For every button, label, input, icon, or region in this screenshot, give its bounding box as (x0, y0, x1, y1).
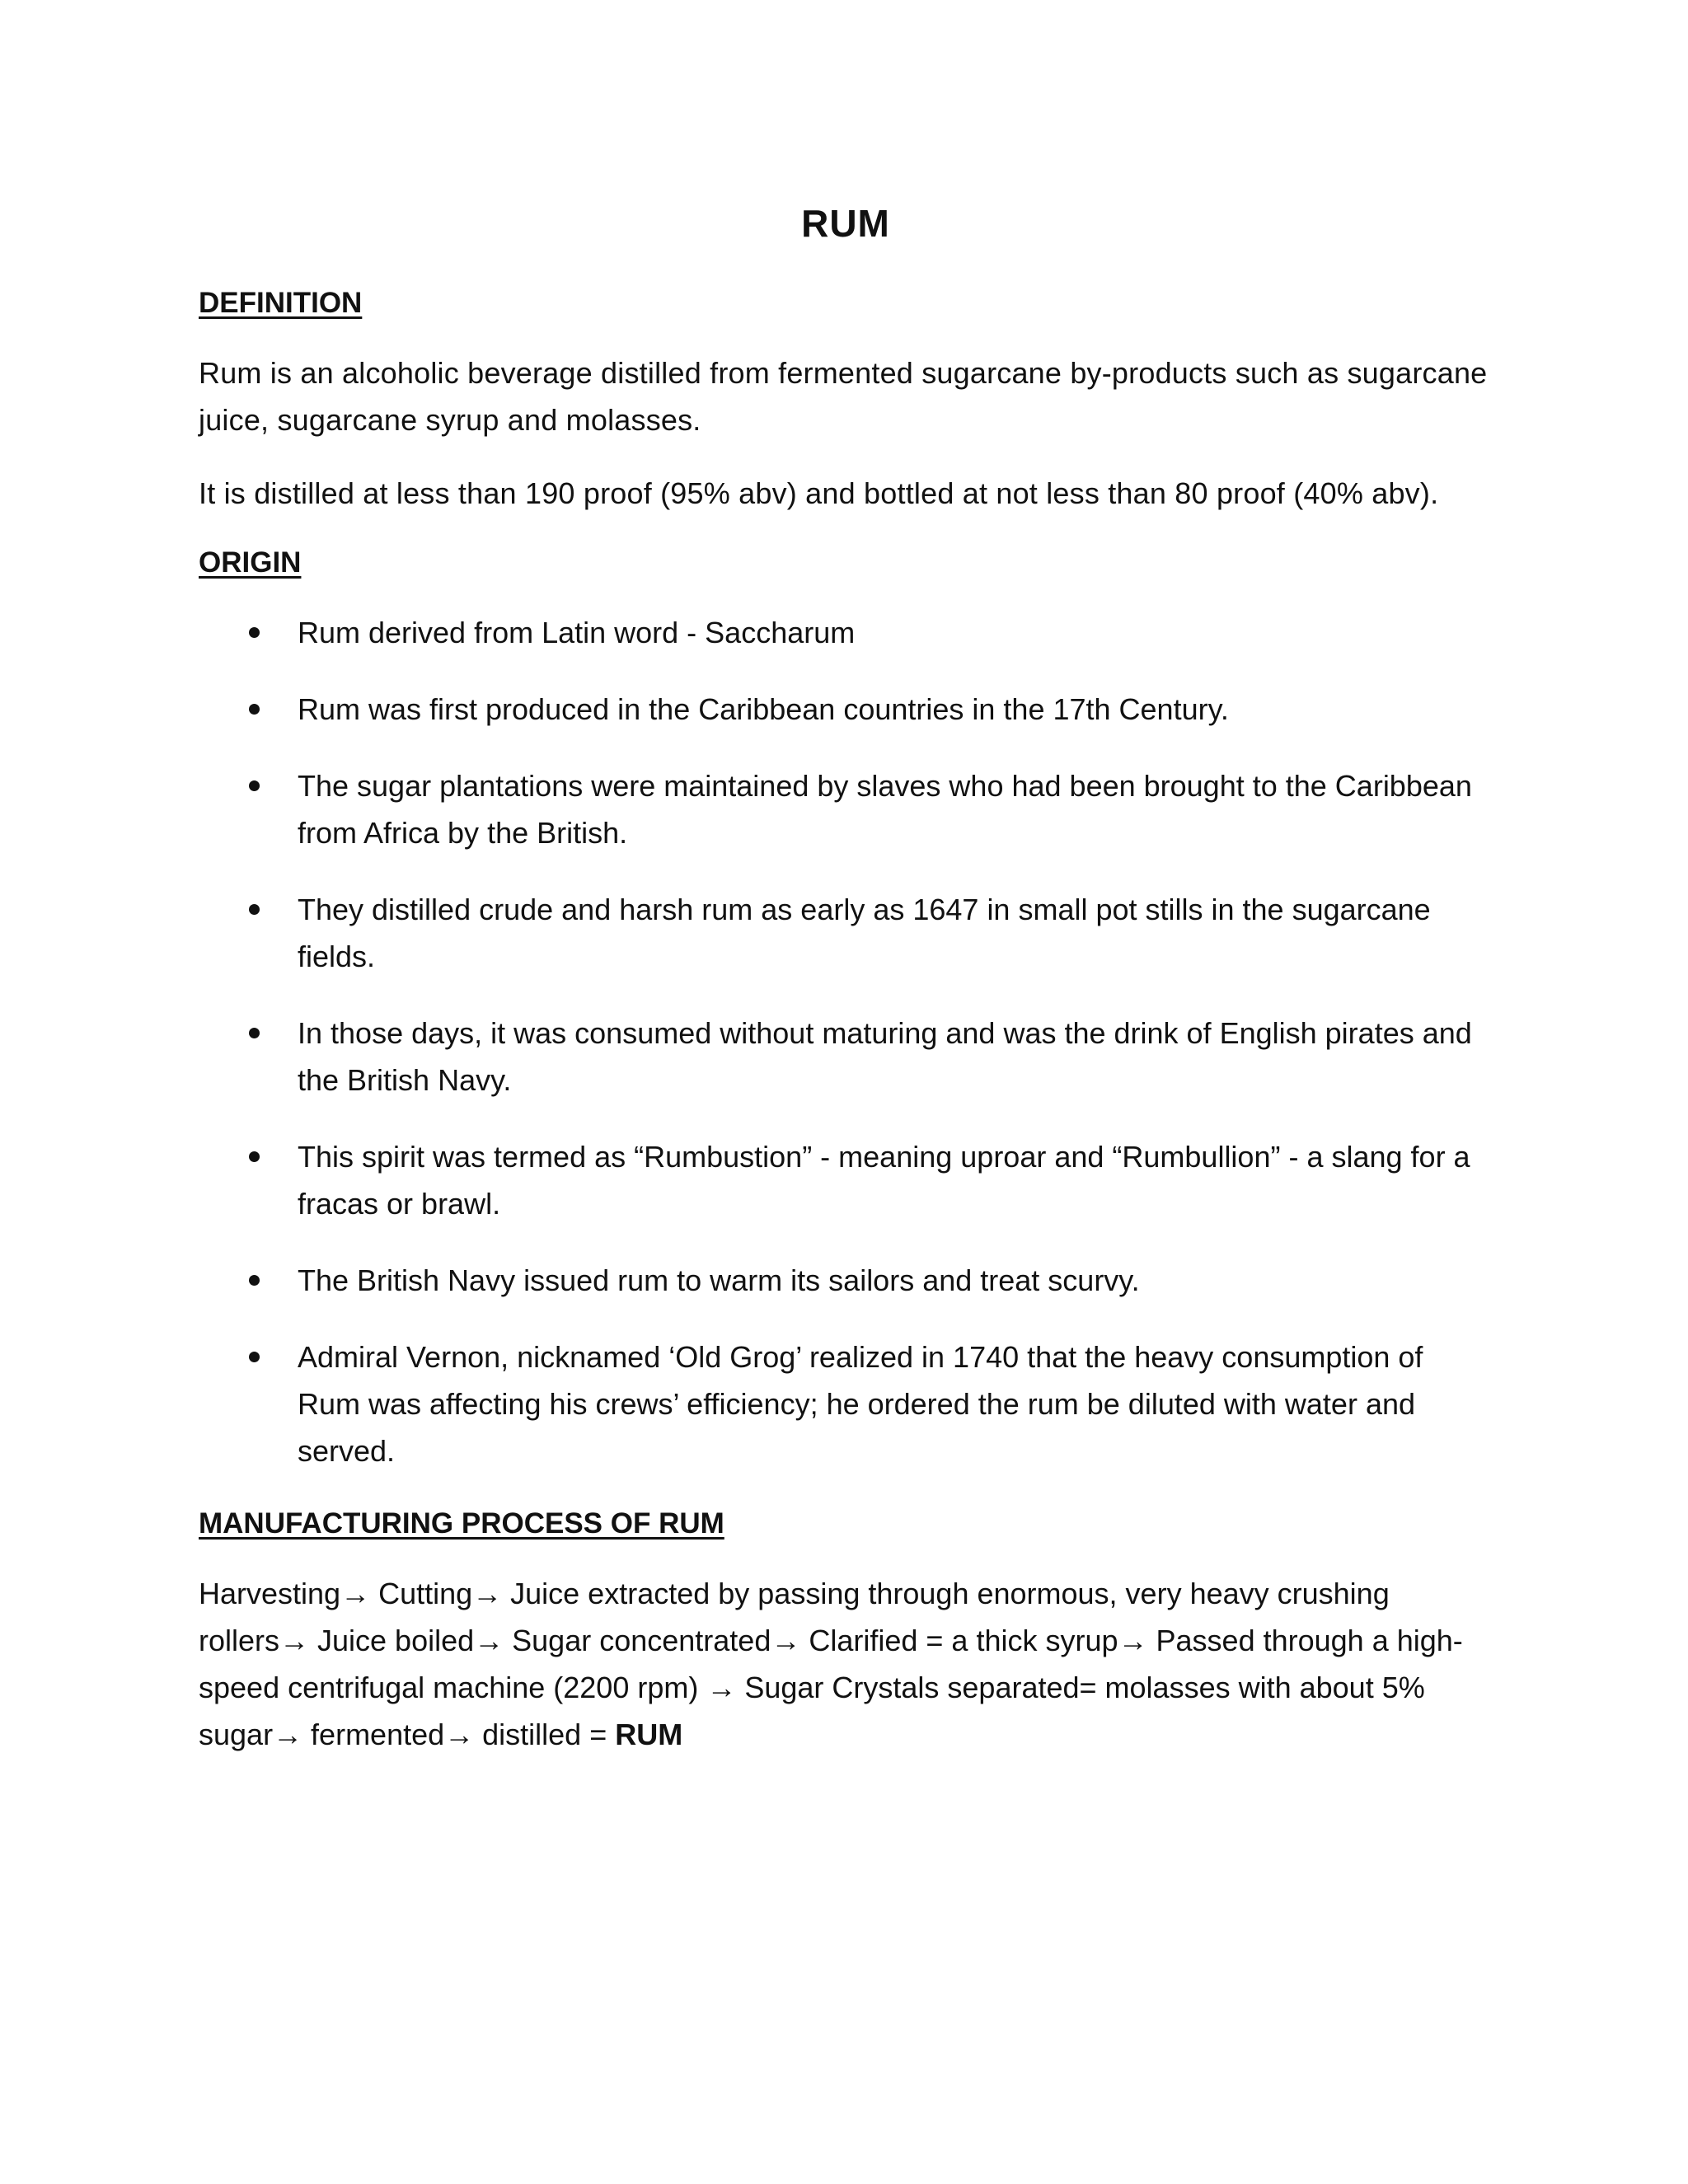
bullet-icon (249, 1275, 260, 1286)
origin-list-item (199, 1133, 1493, 1227)
origin-item-text: This spirit was termed as “Rumbustion” - meaning uproar and “Rumbullion” - a slang for a fracas or brawl. (298, 1140, 1470, 1221)
definition-heading: DEFINITION (199, 287, 363, 319)
document-content (199, 198, 1493, 1758)
origin-item-text: Rum derived from Latin word - Saccharum (298, 616, 856, 649)
bullet-icon (249, 1352, 260, 1362)
distillation-paragraph: It is distilled at less than 190 proof (95% abv) and bottled at not less than 80 proof (40% abv). (199, 476, 1439, 510)
bullet-icon (249, 1151, 260, 1162)
origin-list-item (199, 686, 1493, 733)
origin-item-text: Admiral Vernon, nicknamed ‘Old Grog’ realized in 1740 that the heavy consumption of Rum was affecting his crews’ efficiency; he ordered the rum be diluted with water and served. (298, 1340, 1423, 1468)
bullet-icon (249, 627, 260, 638)
origin-heading: ORIGIN (199, 546, 302, 579)
origin-list-item (199, 1010, 1493, 1104)
origin-item-text: The British Navy issued rum to warm its sailors and treat scurvy. (298, 1263, 1140, 1297)
origin-list-item (199, 886, 1493, 980)
manufacturing-process-paragraph (199, 1570, 1493, 1758)
origin-list-item (199, 1257, 1493, 1304)
origin-list-item (199, 1333, 1493, 1474)
origin-item-text: In those days, it was consumed without maturing and was the drink of English pirates and the British Navy. (298, 1016, 1472, 1097)
bullet-icon (249, 904, 260, 915)
origin-list (199, 609, 1493, 1474)
origin-list-item (199, 762, 1493, 856)
definition-paragraph: Rum is an alcoholic beverage distilled from fermented sugarcane by-products such as sugarcane juice, sugarcane syrup and molasses. (199, 356, 1488, 437)
bullet-icon (249, 1028, 260, 1038)
origin-item-text: Rum was first produced in the Caribbean countries in the 17th Century. (298, 692, 1229, 726)
manufacturing-process-result: RUM (615, 1718, 683, 1751)
bullet-icon (249, 780, 260, 791)
origin-item-text: They distilled crude and harsh rum as early as 1647 in small pot stills in the sugarcane fields. (298, 893, 1431, 973)
origin-item-text: The sugar plantations were maintained by slaves who had been brought to the Caribbean from Africa by the British. (298, 769, 1472, 850)
origin-list-item (199, 609, 1493, 656)
manufacturing-heading: MANUFACTURING PROCESS OF RUM (199, 1507, 724, 1540)
bullet-icon (249, 704, 260, 715)
document-title: RUM (801, 202, 890, 245)
manufacturing-process-text: Harvesting→ Cutting→ Juice extracted by passing through enormous, very heavy crushing rollers→ Juice boiled→ Sugar concentrated→ Clarified = a thick syrup→ Passed through a high-speed centrifugal machine (2200 rpm) → Sugar Crystals separated= molasses with about 5% sugar→ fermented→ distilled = (199, 1577, 1463, 1751)
